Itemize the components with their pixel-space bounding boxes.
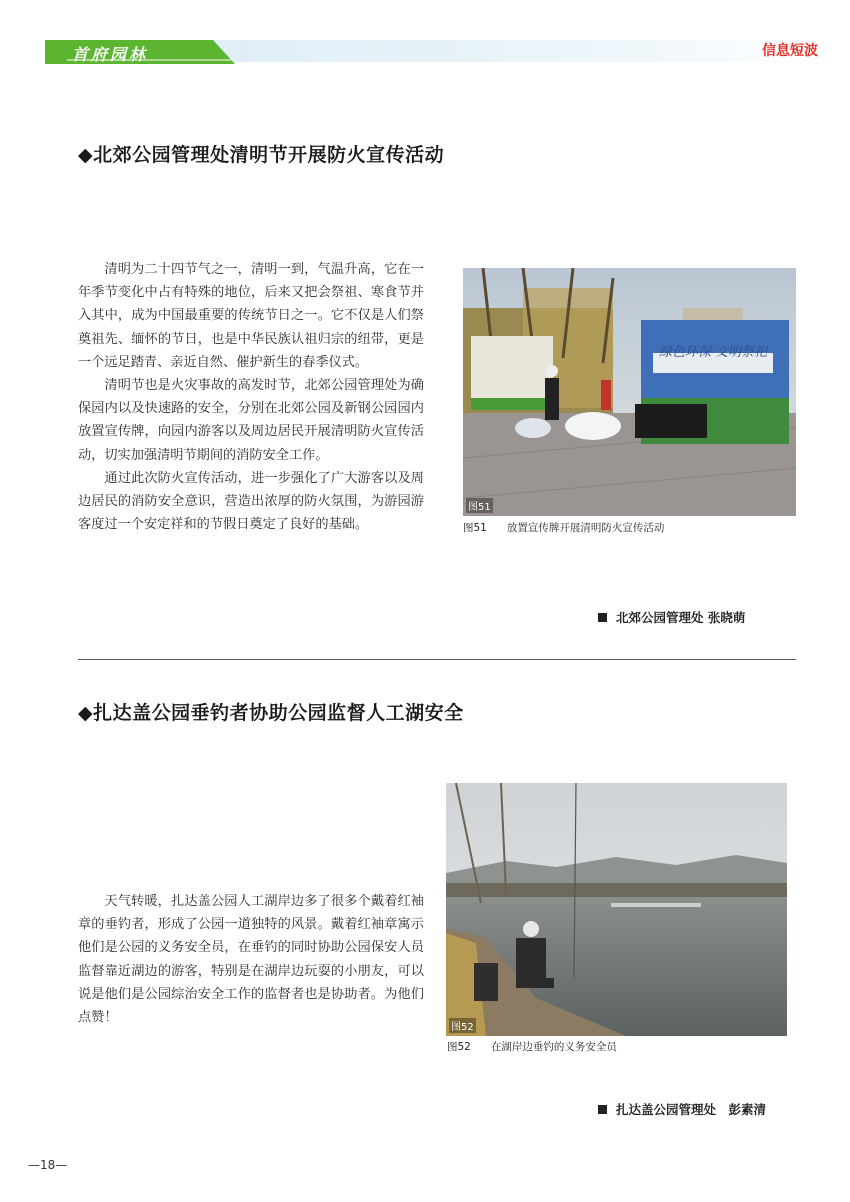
square-bullet-icon	[598, 1105, 607, 1114]
article1-paragraph: 通过此次防火宣传活动，进一步强化了广大游客以及周边居民的消防安全意识，营造出浓厚的防火氛围，为游园游客度过一个安定祥和的节假日奠定了良好的基础。	[78, 470, 424, 533]
article2-title: ◆扎达盖公园垂钓者协助公园监督人工湖安全	[78, 702, 464, 724]
section-title: 首府园林	[72, 45, 149, 64]
article2-paragraph: 天气转暖，扎达盖公园人工湖岸边多了很多个戴着红袖章的垂钓者，形成了公园一道独特的风景。戴着红袖章寓示他们是公园的义务安全员，在垂钓的同时协助公园保安人员监督靠近湖边的游客，特别是在湖岸边玩耍的小朋友，可以说是他们是公园综治安全工作的监督者也是协助者。为他们点赞！	[78, 894, 424, 1026]
article2-signature-text: 扎达盖公园管理处 彭素清	[616, 1102, 767, 1117]
article1-body	[78, 258, 424, 536]
figure-52-caption	[447, 1039, 617, 1054]
article1-signature	[598, 608, 745, 626]
article1-paragraph: 清明节也是火灾事故的高发时节，北郊公园管理处为确保园内以及快速路的安全，分别在北郊公园及新钢公园园内放置宣传牌，向园内游客以及周边居民开展清明防火宣传活动，切实加强清明节期间的消防安全工作。	[78, 378, 424, 463]
article1-title: ◆北郊公园管理处清明节开展防火宣传活动	[78, 144, 445, 166]
figure-51-caption-text: 放置宣传牌开展清明防火宣传活动	[506, 522, 665, 534]
category-label: 信息短波	[762, 43, 818, 59]
article1-signature-text: 北郊公园管理处 张晓萌	[616, 610, 746, 625]
figure-51-number: 图51	[463, 522, 487, 534]
figure-51-photo	[463, 268, 796, 516]
section-divider	[78, 659, 796, 660]
figure-52-photo	[446, 783, 787, 1036]
article2-body	[78, 890, 424, 1029]
banner-text: 绿色环保 文明祭祀	[658, 345, 768, 360]
figure-51-caption	[463, 520, 664, 535]
square-bullet-icon	[598, 613, 607, 622]
figure-52-number: 图52	[447, 1041, 471, 1053]
article1-paragraph: 清明为二十四节气之一，清明一到，气温升高，它在一年季节变化中占有特殊的地位，后来又把会祭祖、寒食节并入其中，成为中国最重要的传统节日之一。它不仅是人们祭奠祖先、缅怀的节日，也是中华民族认祖归宗的纽带，更是一个远足踏青、亲近自然、催护新生的春季仪式。	[78, 262, 424, 370]
article2-signature	[598, 1100, 766, 1118]
figure-52-caption-text: 在湖岸边垂钓的义务安全员	[490, 1041, 617, 1053]
figure-51-tag: 图51	[466, 498, 493, 513]
page-number: —18—	[28, 1158, 68, 1172]
figure-52-tag: 图52	[449, 1018, 476, 1033]
